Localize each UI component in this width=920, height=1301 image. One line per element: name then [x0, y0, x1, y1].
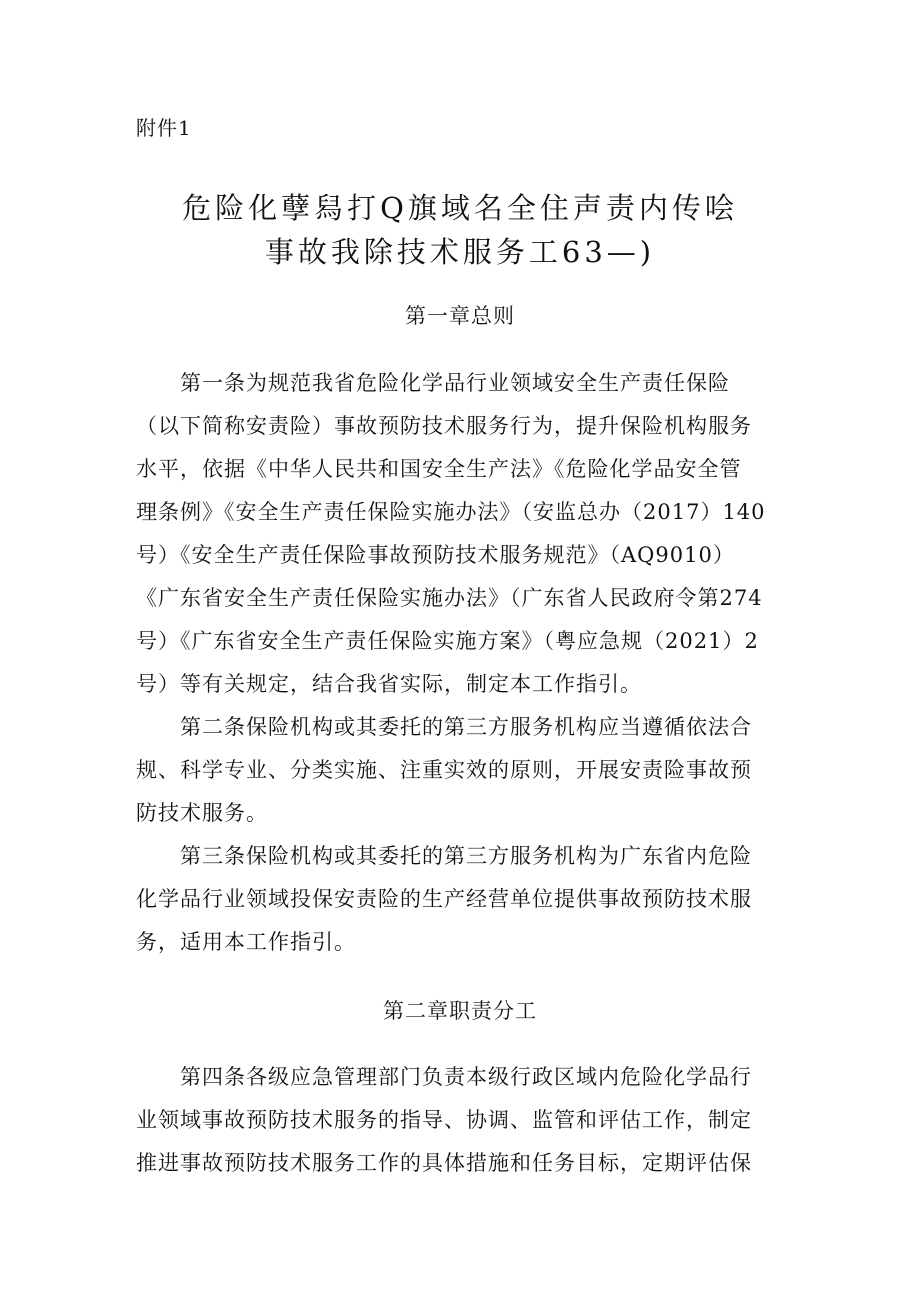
article-3-line: 第三条保险机构或其委托的第三方服务机构为广东省内危险	[180, 844, 752, 868]
article-1-line: 号）《广东省安全生产责任保险实施方案》（粤应急规（2021）2	[136, 629, 759, 653]
article-4-line: 业领域事故预防技术服务的指导、协调、监管和评估工作，制定	[136, 1108, 752, 1132]
chapter-heading-1: 第一章总则	[405, 304, 515, 328]
article-2-line: 规、科学专业、分类实施、注重实效的原则，开展安责险事故预	[136, 758, 752, 782]
attachment-label: 附件1	[136, 116, 192, 140]
chapter-heading-2: 第二章职责分工	[383, 999, 537, 1023]
article-3-line: 化学品行业领域投保安责险的生产经营单位提供事故预防技术服	[136, 887, 752, 911]
article-2-line: 第二条保险机构或其委托的第三方服务机构应当遵循依法合	[180, 715, 752, 739]
article-1-line: 《广东省安全生产责任保险实施办法》（广东省人民政府令第274	[136, 586, 763, 610]
article-1-line: 理条例》《安全生产责任保险实施办法》（安监总办（2017）140	[136, 500, 766, 524]
article-3-line: 务，适用本工作指引。	[136, 930, 356, 954]
article-1-line: 水平，依据《中华人民共和国安全生产法》《危险化学品安全管	[136, 457, 742, 481]
article-4	[136, 1056, 796, 1185]
article-1-line: 号）《安全生产责任保险事故预防技术服务规范》（AQ9010）	[136, 543, 735, 567]
article-4-line: 第四条各级应急管理部门负责本级行政区域内危险化学品行	[180, 1065, 752, 1089]
article-3	[136, 835, 796, 964]
article-1-line: 第一条为规范我省危险化学品行业领域安全生产责任保险	[180, 371, 730, 395]
article-1-line: （以下简称安责险）事故预防技术服务行为，提升保险机构服务	[136, 414, 752, 438]
article-4-line: 推进事故预防技术服务工作的具体措施和任务目标，定期评估保	[136, 1151, 752, 1175]
article-1	[136, 362, 796, 706]
document-title-line-1: 危险化孽舄打Q旗域名全住声责内传哙	[182, 191, 738, 225]
article-2-line: 防技术服务。	[136, 801, 268, 825]
article-1-line: 号）等有关规定，结合我省实际，制定本工作指引。	[136, 672, 642, 696]
article-2	[136, 706, 796, 835]
document-title-line-2: 事故我除技术服务工63—)	[264, 235, 656, 269]
